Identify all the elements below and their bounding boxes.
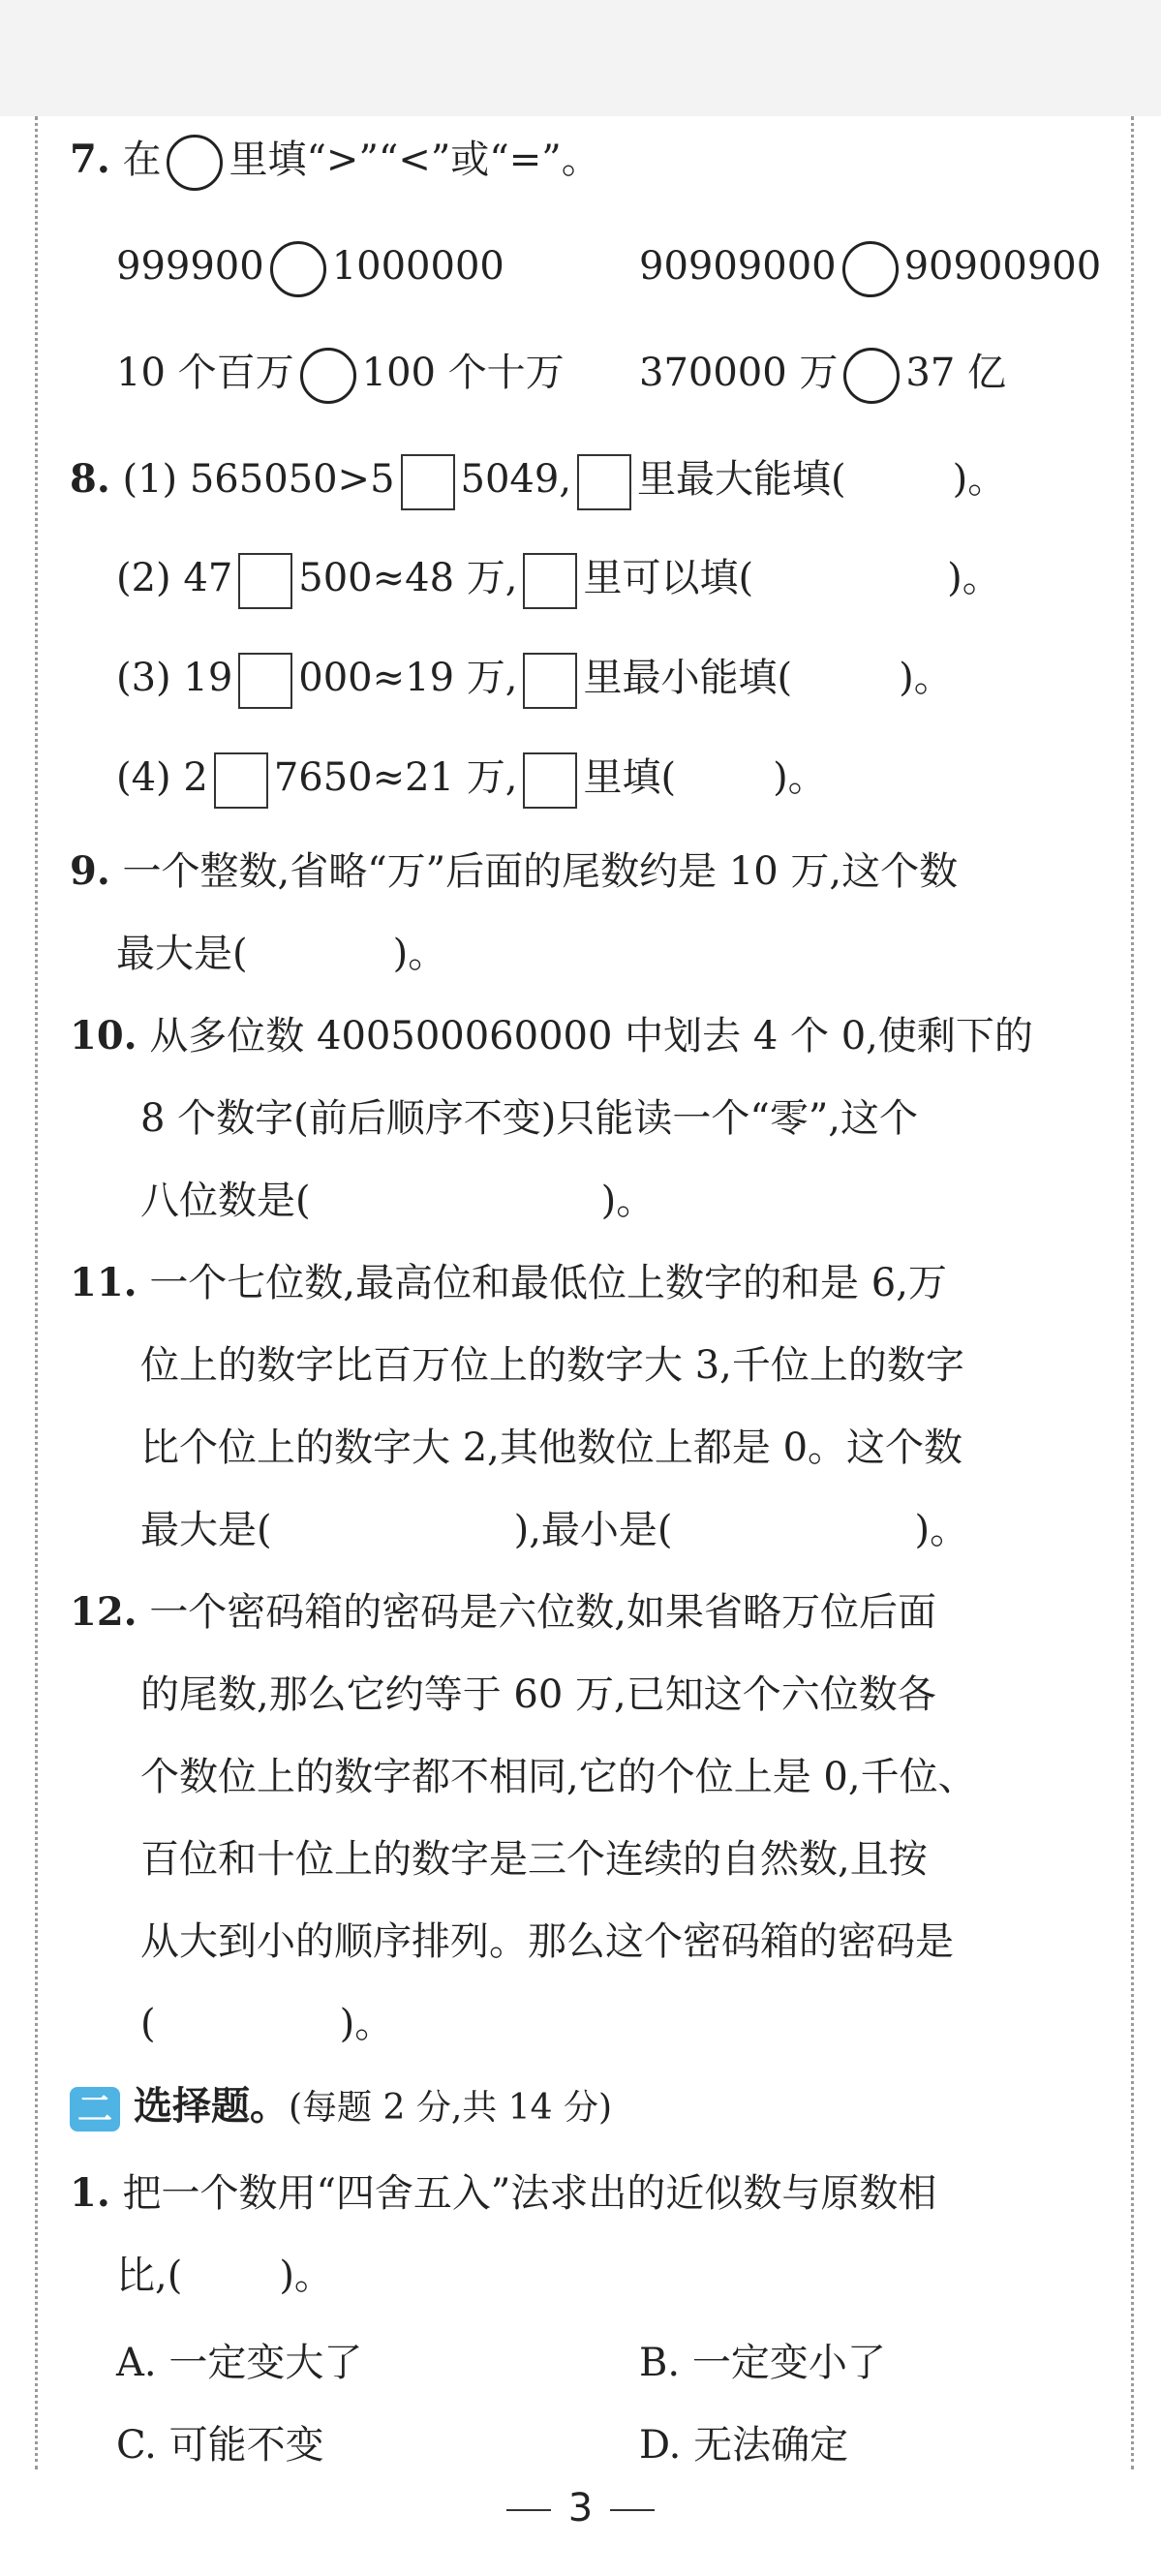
q10-line2 bbox=[140, 1089, 918, 1148]
q7-row2-left bbox=[116, 344, 565, 404]
q11-line2 bbox=[140, 1336, 964, 1395]
q9-line2 bbox=[116, 925, 446, 983]
q8-p4-b: 7650≈21 万, bbox=[273, 755, 518, 800]
q12-text-line3: 个数位上的数字都不相同,它的个位上是 0,千位、 bbox=[140, 1755, 977, 1799]
answer-circle[interactable] bbox=[270, 241, 326, 297]
option-a-label: A. 一定变大了 bbox=[116, 2341, 363, 2385]
q9-text-line2a: 最大是( bbox=[116, 932, 248, 976]
q7-r2-right-b: 37 亿 bbox=[905, 351, 1007, 395]
q8-p3-b: 000≈19 万, bbox=[298, 656, 518, 700]
q8-p4-d: )。 bbox=[773, 755, 827, 800]
option-a[interactable] bbox=[116, 2334, 362, 2392]
q7-row1-right bbox=[639, 237, 1101, 297]
q11-number: 11. bbox=[70, 1260, 137, 1305]
q8-p1-c: 里最大能填( bbox=[637, 457, 846, 502]
q11-text-line2: 位上的数字比百万位上的数字大 3,千位上的数字 bbox=[140, 1343, 964, 1388]
box-reference bbox=[577, 454, 631, 510]
q11-text-line3: 比个位上的数字大 2,其他数位上都是 0。这个数 bbox=[140, 1426, 963, 1470]
section-title: 选择题。 bbox=[134, 2084, 289, 2129]
q9-number: 9. bbox=[70, 848, 110, 894]
q12-line2 bbox=[140, 1666, 936, 1724]
answer-box[interactable] bbox=[401, 454, 455, 510]
answer-box[interactable] bbox=[238, 553, 292, 609]
q8-p2-b: 500≈48 万, bbox=[298, 556, 518, 600]
q12-line3 bbox=[140, 1748, 977, 1806]
q8-part1 bbox=[70, 450, 1006, 510]
q7-r1-right-b: 90900900 bbox=[903, 244, 1102, 289]
section-number-icon: 二 bbox=[70, 2087, 120, 2131]
q8-part4 bbox=[116, 749, 827, 809]
q12-text-line5: 从大到小的顺序排列。那么这个密码箱的密码是 bbox=[140, 1919, 954, 1964]
q11-text-line4c: )。 bbox=[914, 1508, 969, 1552]
q7-number: 7. bbox=[70, 137, 110, 182]
box-reference bbox=[523, 653, 577, 709]
q8-p2-c: 里可以填( bbox=[583, 556, 754, 600]
q12-line4 bbox=[140, 1830, 928, 1888]
answer-box[interactable] bbox=[238, 653, 292, 709]
q11-text-line4b: ),最小是( bbox=[513, 1508, 673, 1552]
q10-text-line1: 从多位数 400500060000 中划去 4 个 0,使剩下的 bbox=[149, 1014, 1033, 1058]
q8-part3 bbox=[116, 649, 953, 709]
box-reference bbox=[523, 553, 577, 609]
q7-r2-left-a: 10 个百万 bbox=[116, 351, 294, 395]
q8-p2-a: (2) 47 bbox=[116, 556, 233, 600]
s2q1-text-line2a: 比,( bbox=[116, 2254, 183, 2298]
q7-row1-left bbox=[116, 237, 504, 297]
q8-number: 8. bbox=[70, 456, 110, 502]
q10-number: 10. bbox=[70, 1013, 137, 1058]
q12-text-line2: 的尾数,那么它约等于 60 万,已知这个六位数各 bbox=[140, 1672, 936, 1717]
q7-r2-left-b: 100 个十万 bbox=[361, 351, 565, 395]
top-margin bbox=[0, 0, 1161, 116]
q11-line1 bbox=[70, 1254, 947, 1312]
q7-stem-text-a: 在 bbox=[122, 138, 162, 182]
answer-box[interactable] bbox=[214, 752, 268, 809]
box-reference bbox=[523, 752, 577, 809]
q7-r1-left-b: 1000000 bbox=[331, 244, 504, 289]
q12-line1 bbox=[70, 1583, 936, 1641]
q12-text-line6a: ( bbox=[140, 2002, 156, 2046]
q7-r1-left-a: 999900 bbox=[116, 244, 264, 289]
q11-text-line4a: 最大是( bbox=[140, 1508, 272, 1552]
option-c-label: C. 可能不变 bbox=[116, 2423, 324, 2468]
option-b-label: B. 一定变小了 bbox=[639, 2341, 886, 2385]
q7-r1-right-a: 90909000 bbox=[639, 244, 837, 289]
q7-r2-right-a: 370000 万 bbox=[639, 351, 839, 395]
q10-text-line3b: )。 bbox=[600, 1179, 656, 1223]
option-c[interactable] bbox=[116, 2416, 324, 2474]
q8-p3-d: )。 bbox=[899, 656, 953, 700]
q10-text-line3a: 八位数是( bbox=[140, 1179, 311, 1223]
q10-line1 bbox=[70, 1007, 1033, 1065]
q8-p1-d: )。 bbox=[952, 457, 1007, 502]
q11-line3 bbox=[140, 1419, 962, 1477]
q8-p1-a: (1) 565050>5 bbox=[122, 457, 395, 502]
page-number: 3 bbox=[567, 2486, 594, 2530]
q12-text-line1: 一个密码箱的密码是六位数,如果省略万位后面 bbox=[149, 1590, 937, 1635]
q8-p1-b: 5049, bbox=[460, 457, 572, 502]
s2q1-text-line1: 把一个数用“四舍五入”法求出的近似数与原数相 bbox=[122, 2171, 937, 2216]
s2q1-text-line2b: )。 bbox=[279, 2254, 333, 2298]
left-dotted-margin bbox=[35, 116, 38, 2469]
answer-circle[interactable] bbox=[300, 348, 356, 404]
section2-header bbox=[70, 2077, 612, 2137]
q11-line4 bbox=[140, 1501, 968, 1559]
q8-p3-a: (3) 19 bbox=[116, 656, 233, 700]
compare-circle bbox=[167, 135, 223, 191]
option-b[interactable] bbox=[639, 2334, 886, 2392]
s2q1-line2 bbox=[116, 2247, 333, 2305]
q7-stem-text-b: 里填“>”“<”或“=”。 bbox=[229, 138, 600, 182]
q12-line5 bbox=[140, 1913, 954, 1971]
s2q1-number: 1. bbox=[70, 2170, 110, 2216]
footer-dash-left bbox=[506, 2509, 551, 2511]
option-d-label: D. 无法确定 bbox=[639, 2423, 849, 2468]
q10-line3 bbox=[140, 1172, 655, 1230]
q9-text-line1: 一个整数,省略“万”后面的尾数约是 10 万,这个数 bbox=[122, 849, 959, 894]
q12-text-line6b: )。 bbox=[339, 2002, 394, 2046]
footer-dash-right bbox=[610, 2509, 655, 2511]
q10-text-line2: 8 个数字(前后顺序不变)只能读一个“零”,这个 bbox=[140, 1096, 918, 1141]
q11-text-line1: 一个七位数,最高位和最低位上数字的和是 6,万 bbox=[149, 1261, 947, 1305]
page-footer bbox=[0, 2479, 1161, 2537]
q9-text-line2b: )。 bbox=[392, 932, 447, 976]
q7-stem bbox=[70, 131, 600, 191]
right-dotted-margin bbox=[1131, 116, 1134, 2469]
q9-line1 bbox=[70, 843, 958, 901]
q8-p4-a: (4) 2 bbox=[116, 755, 208, 800]
q8-part2 bbox=[116, 549, 1001, 609]
q8-p2-d: )。 bbox=[947, 556, 1001, 600]
option-d[interactable] bbox=[639, 2416, 848, 2474]
q8-p4-c: 里填( bbox=[583, 755, 677, 800]
q8-p3-c: 里最小能填( bbox=[583, 656, 793, 700]
answer-circle[interactable] bbox=[842, 241, 899, 297]
q12-number: 12. bbox=[70, 1589, 137, 1635]
answer-circle[interactable] bbox=[843, 348, 900, 404]
q12-line6 bbox=[140, 1995, 393, 2053]
q7-row2-right bbox=[639, 344, 1006, 404]
section-note: (每题 2 分,共 14 分) bbox=[289, 2088, 613, 2128]
q12-text-line4: 百位和十位上的数字是三个连续的自然数,且按 bbox=[140, 1837, 928, 1882]
s2q1-line1 bbox=[70, 2164, 936, 2223]
